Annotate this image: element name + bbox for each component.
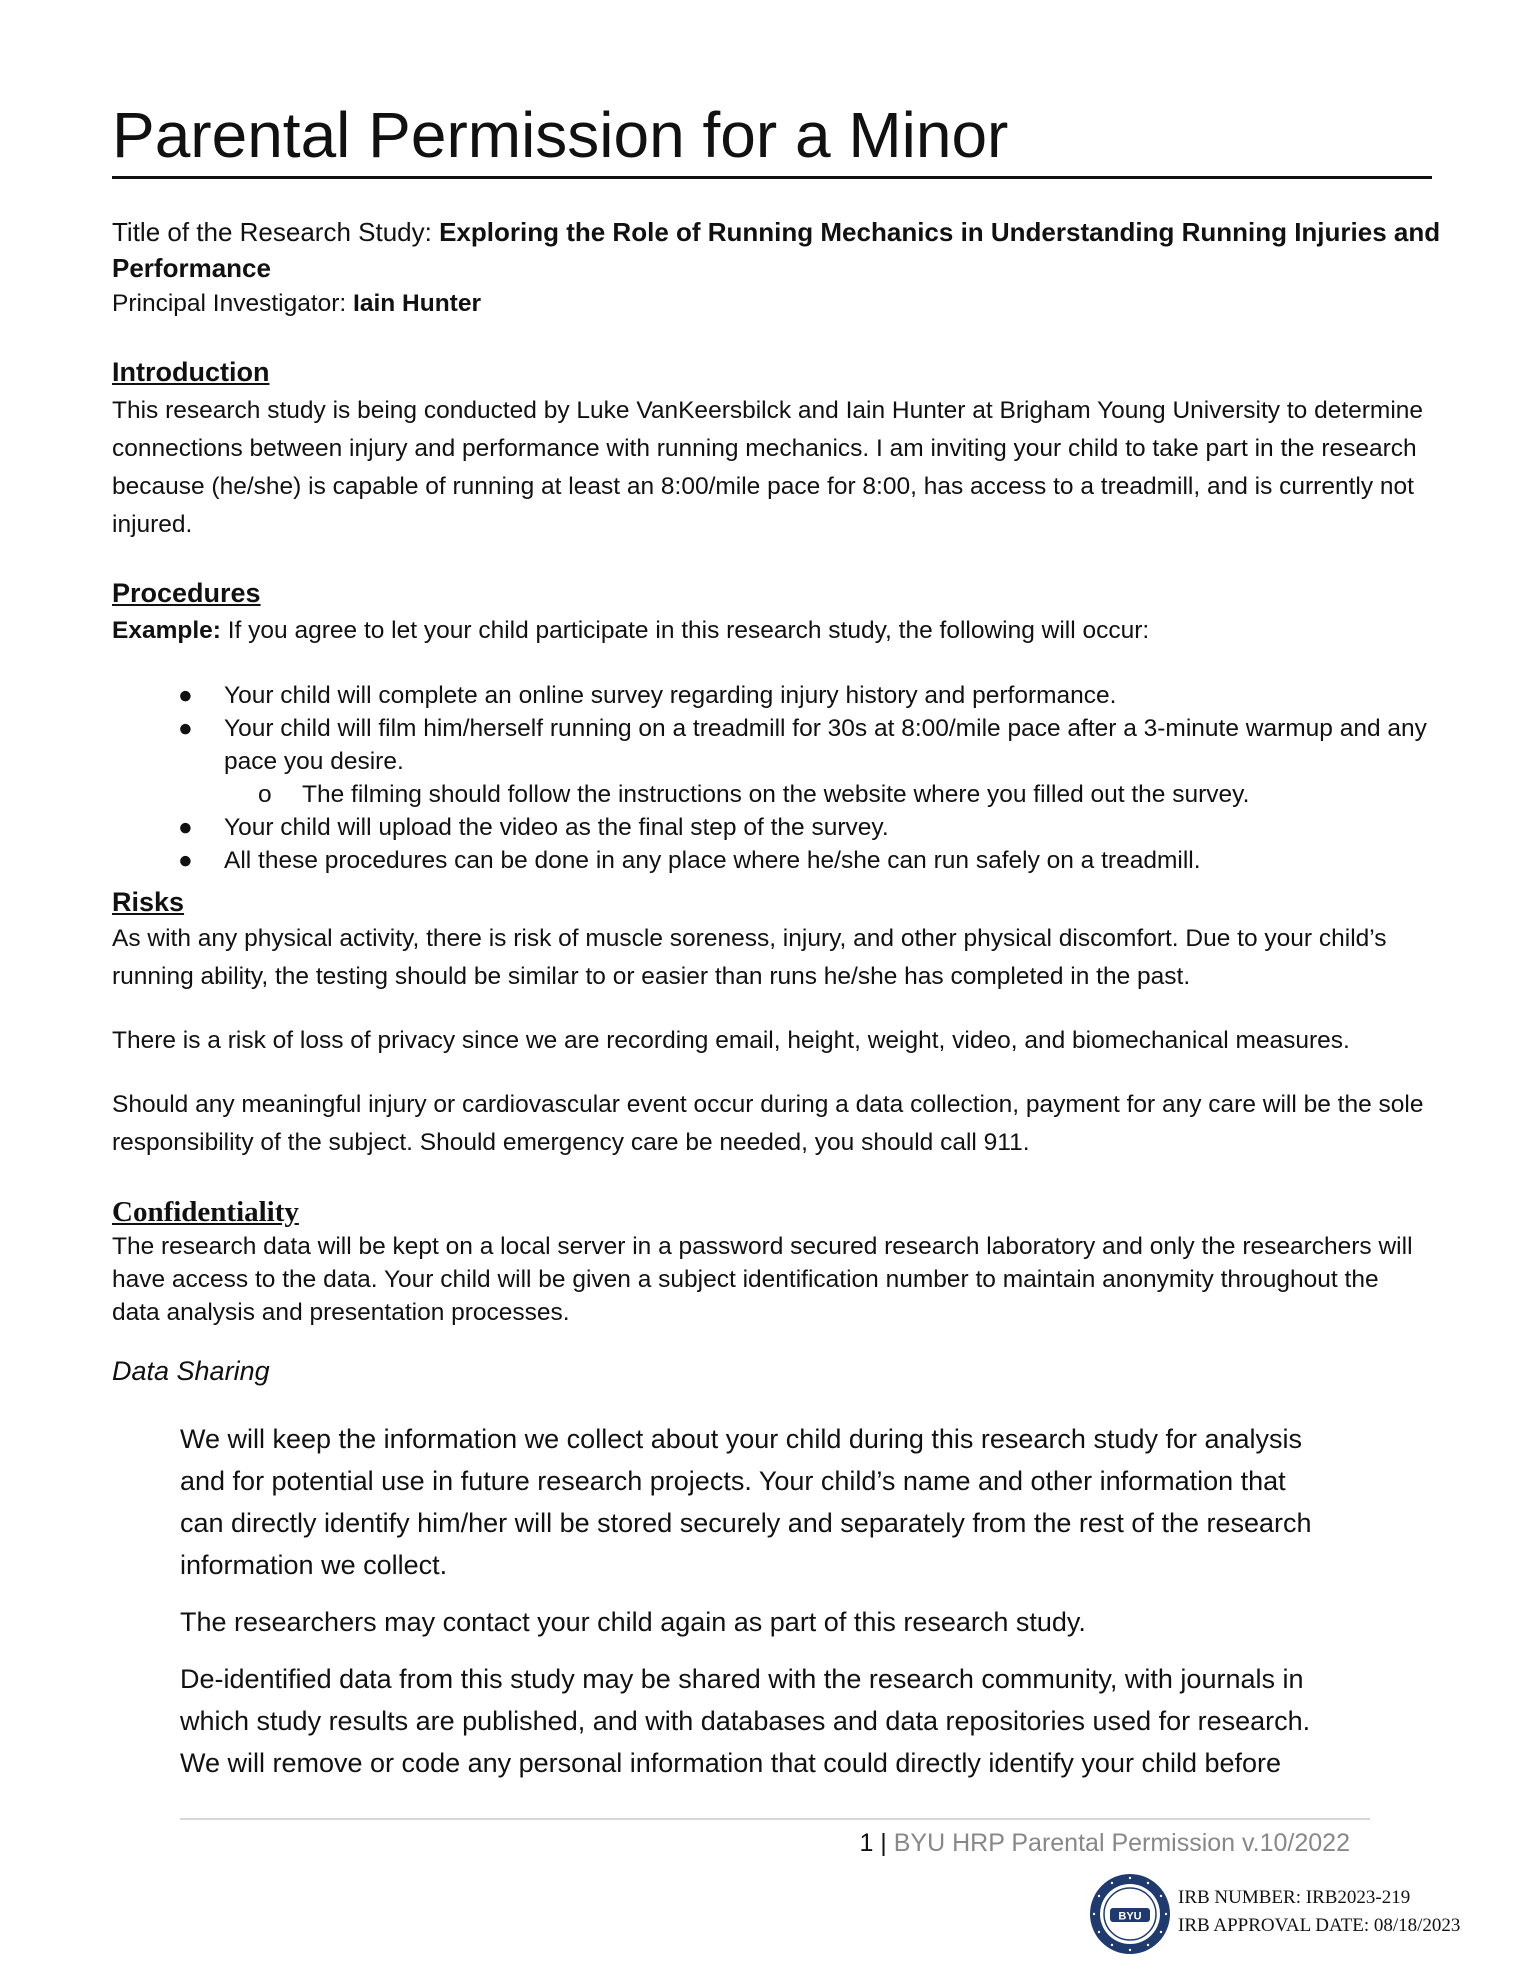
page-footer xyxy=(180,1826,1350,1860)
example-label: Example: xyxy=(112,617,221,644)
confidentiality-line: have access to the data. Your child will be given a subject identification number to maintain anonymity throughout the xyxy=(112,1266,1379,1293)
irb-stamp xyxy=(1178,1884,1460,1940)
footer-text: BYU HRP Parental Permission v.10/2022 xyxy=(893,1829,1350,1857)
data-sharing-line: We will remove or code any personal information that could directly identify your child before xyxy=(180,1748,1282,1778)
risks-line: There is a risk of loss of privacy since we are recording email, height, weight, video, and biomechanical measures. xyxy=(112,1027,1350,1054)
list-item-text: Your child will complete an online survey regarding injury history and performance. xyxy=(224,682,1117,709)
bullet-icon: ● xyxy=(178,682,193,709)
confidentiality-line: The research data will be kept on a local server in a password secured research laboratory and only the researchers will xyxy=(112,1233,1413,1260)
introduction-line: This research study is being conducted by Luke VanKeersbilck and Iain Hunter at Brigham Young University to determine xyxy=(112,397,1424,424)
page-number: 1 xyxy=(859,1829,874,1857)
pi-name: Iain Hunter xyxy=(353,290,481,317)
list-item-text: Your child will film him/herself running on a treadmill for 30s at 8:00/mile pace after a 3-minute warmup and any xyxy=(224,715,1427,742)
introduction-line: because (he/she) is capable of running at least an 8:00/mile pace for 8:00, has access to a treadmill, and is currently not xyxy=(112,473,1414,500)
introduction-heading: Introduction xyxy=(112,357,270,387)
data-sharing-heading-block xyxy=(112,1356,1472,1387)
data-sharing-line: The researchers may contact your child again as part of this research study. xyxy=(180,1607,1086,1637)
irb-approval-date: IRB APPROVAL DATE: 08/18/2023 xyxy=(1178,1915,1461,1936)
study-title-line-2 xyxy=(112,250,1452,286)
study-title-label: Title of the Research Study: xyxy=(112,217,440,247)
procedures-heading: Procedures xyxy=(112,578,261,608)
list-item-text: The filming should follow the instructions on the website where you filled out the survey. xyxy=(302,781,1250,808)
bullet-icon: ● xyxy=(178,814,193,841)
page-title: Parental Permission for a Minor xyxy=(112,96,1432,179)
list-item xyxy=(112,712,1472,745)
introduction-section xyxy=(112,352,1472,544)
data-sharing-line: De-identified data from this study may be shared with the research community, with journals in xyxy=(180,1664,1304,1694)
example-text: If you agree to let your child participate in this research study, the following will occur: xyxy=(220,617,1150,644)
study-title-cont: Performance xyxy=(112,253,271,283)
data-sharing-line: which study results are published, and with databases and data repositories used for research. xyxy=(180,1706,1311,1736)
pi-label: Principal Investigator: xyxy=(112,290,354,317)
list-item xyxy=(112,844,1472,877)
data-sharing-line: information we collect. xyxy=(180,1550,448,1580)
confidentiality-heading: Confidentiality xyxy=(112,1196,299,1228)
risks-line: As with any physical activity, there is risk of muscle soreness, injury, and other physical discomfort. Due to your child’s xyxy=(112,925,1387,952)
confidentiality-line: data analysis and presentation processes. xyxy=(112,1299,570,1326)
study-title: Exploring the Role of Running Mechanics in Understanding Running Injuries and xyxy=(439,217,1441,247)
risks-line: running ability, the testing should be similar to or easier than runs he/she has completed in the past. xyxy=(112,963,1191,990)
sub-list-item xyxy=(112,778,1472,811)
procedures-example xyxy=(112,613,1472,649)
footer-divider xyxy=(180,1818,1370,1820)
list-item-text: Your child will upload the video as the final step of the survey. xyxy=(224,814,889,841)
list-item-continuation xyxy=(112,745,1472,778)
footer-separator: | xyxy=(873,1829,894,1857)
data-sharing-heading: Data Sharing xyxy=(112,1356,270,1386)
confidentiality-section xyxy=(112,1194,1472,1329)
introduction-line: connections between injury and performance with running mechanics. I am inviting your child to take part in the research xyxy=(112,435,1417,462)
sub-bullet-icon: o xyxy=(258,781,272,808)
irb-number: IRB NUMBER: IRB2023-219 xyxy=(1178,1887,1411,1908)
introduction-line: injured. xyxy=(112,511,193,538)
seal-label: BYU xyxy=(1118,1910,1142,1923)
data-sharing-line: and for potential use in future research projects. Your child’s name and other information that xyxy=(180,1466,1286,1496)
risks-section xyxy=(112,884,1472,1162)
data-sharing-line: can directly identify him/her will be stored securely and separately from the rest of the research xyxy=(180,1508,1312,1538)
study-title-line xyxy=(112,214,1452,250)
bullet-icon: ● xyxy=(178,715,193,742)
bullet-icon: ● xyxy=(178,847,193,874)
risks-heading: Risks xyxy=(112,887,185,917)
data-sharing-line: We will keep the information we collect about your child during this research study for analysis xyxy=(180,1424,1303,1454)
list-item xyxy=(112,811,1472,844)
list-item xyxy=(112,679,1472,712)
risks-line: Should any meaningful injury or cardiovascular event occur during a data collection, payment for any care will be the sole xyxy=(112,1091,1424,1118)
list-item-text: pace you desire. xyxy=(224,748,404,775)
byu-seal-icon xyxy=(1088,1872,1172,1956)
procedures-list xyxy=(112,679,1472,877)
list-item-text: All these procedures can be done in any place where he/she can run safely on a treadmill. xyxy=(224,847,1201,874)
procedures-section xyxy=(112,573,1472,877)
pi-line xyxy=(112,286,1452,322)
data-sharing-body xyxy=(180,1418,1380,1784)
risks-line: responsibility of the subject. Should emergency care be needed, you should call 911. xyxy=(112,1129,1030,1156)
study-meta xyxy=(112,214,1452,322)
